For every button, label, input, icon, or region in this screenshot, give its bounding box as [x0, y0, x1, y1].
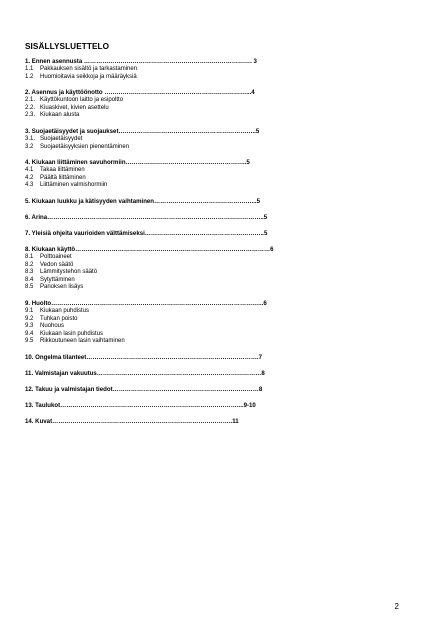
toc-subitem[interactable] [25, 284, 325, 292]
toc-section [25, 354, 325, 362]
toc-subitem-label: Käyttökuntoon laitto ja esipoltto [40, 97, 124, 104]
table-of-contents [25, 58, 325, 426]
toc-subitem-number: 1.2 [25, 73, 34, 80]
toc-subitem-label: Rikkoutuneen lasin vaihtaminen [40, 338, 125, 345]
toc-section [25, 58, 325, 81]
toc-section [25, 246, 325, 292]
toc-section [25, 402, 325, 410]
toc-subitem[interactable] [25, 331, 325, 339]
toc-subitem-label: Liittäminen valmishormiin [40, 182, 108, 189]
toc-subitem-label: Panoksen lisäys [40, 284, 84, 291]
toc-subitem-label: Kiukaan alusta [40, 112, 80, 119]
toc-heading[interactable]: 4. Kiukaan liittäminen savuhormiin…………………………………….……………..5 [25, 159, 250, 167]
page-title: SISÄLLYSLUETTELO [25, 42, 110, 51]
toc-subitem[interactable] [25, 144, 325, 152]
toc-section [25, 89, 325, 120]
toc-subitem-label: Nuohous [40, 323, 65, 330]
toc-subitem[interactable] [25, 308, 325, 316]
toc-subitem-label: Vedon säätö [40, 261, 74, 268]
toc-subitem-label: Kiuaskivet, kivien asettelu [40, 104, 109, 111]
toc-subitem-number: 8.4 [25, 276, 34, 283]
toc-subitem[interactable] [25, 74, 325, 82]
toc-subitem[interactable] [25, 112, 325, 120]
toc-heading[interactable]: 3. Suojaetäisyydet ja suojaukset…………………………………………………………..5 [25, 127, 260, 135]
toc-subitem-number: 2.2. [25, 104, 36, 111]
toc-subitem[interactable] [25, 338, 325, 346]
toc-subitem-number: 9.5 [25, 338, 34, 345]
toc-section [25, 198, 325, 206]
toc-subitem[interactable] [25, 167, 325, 175]
toc-section [25, 418, 325, 426]
toc-heading[interactable]: 1. Ennen asennusta ……………………………………………………….………………. 3 [25, 58, 257, 65]
toc-section [25, 159, 325, 190]
toc-subitem-number: 8.1 [25, 253, 34, 260]
toc-subitem-label: Kiukaan lasin puhdistus [40, 330, 104, 337]
toc-subitem[interactable] [25, 254, 325, 262]
toc-heading[interactable]: 11. Valmistajan vakuutus………………………………………………………………………8 [25, 369, 265, 377]
toc-subitem-label: Tuhkan poisto [40, 315, 78, 322]
toc-subitem[interactable] [25, 316, 325, 324]
toc-subitem-number: 4.2 [25, 174, 34, 181]
toc-subitem[interactable] [25, 66, 325, 74]
toc-heading[interactable]: 7. Yleisiä ohjeita vaurioiden välttämiseksi…………………………………………………..5 [25, 229, 268, 237]
toc-subitem-label: Suojaetäisyyksien pienentäminen [40, 143, 130, 150]
toc-subitem-label: Suojaetäisyydet [40, 135, 83, 142]
toc-subitem-number: 9.2 [25, 315, 34, 322]
toc-subitem-number: 9.1 [25, 307, 34, 314]
toc-subitem[interactable] [25, 323, 325, 331]
toc-subitem-label: Pakkauksen sisältö ja tarkastaminen [40, 66, 138, 72]
toc-subitem-number: 4.3 [25, 182, 34, 189]
toc-subitem[interactable] [25, 97, 325, 105]
toc-subitem[interactable] [25, 262, 325, 270]
toc-subitem-number: 8.5 [25, 284, 34, 291]
toc-heading[interactable]: 10. Ongelma tilanteet………………………………………………………………………….7 [25, 353, 263, 361]
toc-subitem[interactable] [25, 105, 325, 113]
toc-subitem-number: 3.1. [25, 135, 36, 142]
toc-section [25, 370, 325, 378]
toc-section [25, 214, 325, 222]
toc-heading[interactable]: 2. Asennus ja käyttöönotto ……………………………………………….……………...4 [25, 89, 255, 97]
toc-subitem-number: 1.1 [25, 66, 34, 72]
toc-section [25, 386, 325, 394]
toc-subitem-label: Lämmitystehon säätö [40, 269, 98, 276]
toc-subitem-label: Huomioitavia seikkoja ja määräyksiä [40, 73, 137, 80]
toc-heading[interactable]: 13. Taulukot……………………………………………………………………………....9-10 [25, 401, 256, 409]
toc-heading[interactable]: 6. Arina……………………………………………………………………………………………..5 [25, 213, 268, 221]
toc-subitem-number: 2.1. [25, 97, 36, 104]
toc-section [25, 230, 325, 238]
toc-section [25, 128, 325, 151]
toc-heading[interactable]: 9. Huolto…………………………………………………………………………………………...6 [25, 299, 267, 307]
toc-subitem-number: 3.2 [25, 143, 34, 150]
toc-subitem-label: Kiukaan puhdistus [40, 307, 90, 314]
toc-subitem-number: 8.3 [25, 269, 34, 276]
toc-subitem-label: Takaa liittäminen [40, 167, 85, 174]
toc-subitem-label: Päältä liittäminen [40, 174, 86, 181]
toc-subitem-label: Polttoaineet [40, 253, 72, 260]
toc-subitem-number: 2.3. [25, 112, 36, 119]
toc-section [25, 300, 325, 346]
toc-subitem-label: Sytyttäminen [40, 276, 75, 283]
toc-subitem[interactable] [25, 182, 325, 190]
toc-subitem-number: 9.4 [25, 330, 34, 337]
toc-subitem[interactable] [25, 277, 325, 285]
toc-subitem-number: 8.2 [25, 261, 34, 268]
toc-heading[interactable]: 12. Takuu ja valmistajan tiedot………………………………………………………………8 [25, 385, 263, 393]
toc-heading[interactable]: 14. Kuvat……………………………………………………………………………..11 [25, 417, 239, 425]
toc-heading[interactable]: 8. Kiukaan käyttö……………………………………………………………………………………6 [25, 245, 274, 253]
toc-subitem[interactable] [25, 175, 325, 183]
toc-subitem-number: 9.3 [25, 323, 34, 330]
toc-heading[interactable]: 5. Kiukaan luukku ja kätisyyden vaihtaminen…………………………………………...5 [25, 197, 260, 205]
toc-subitem[interactable] [25, 136, 325, 144]
page-number: 2 [394, 602, 399, 611]
toc-subitem[interactable] [25, 269, 325, 277]
toc-subitem-number: 4.1 [25, 167, 34, 174]
